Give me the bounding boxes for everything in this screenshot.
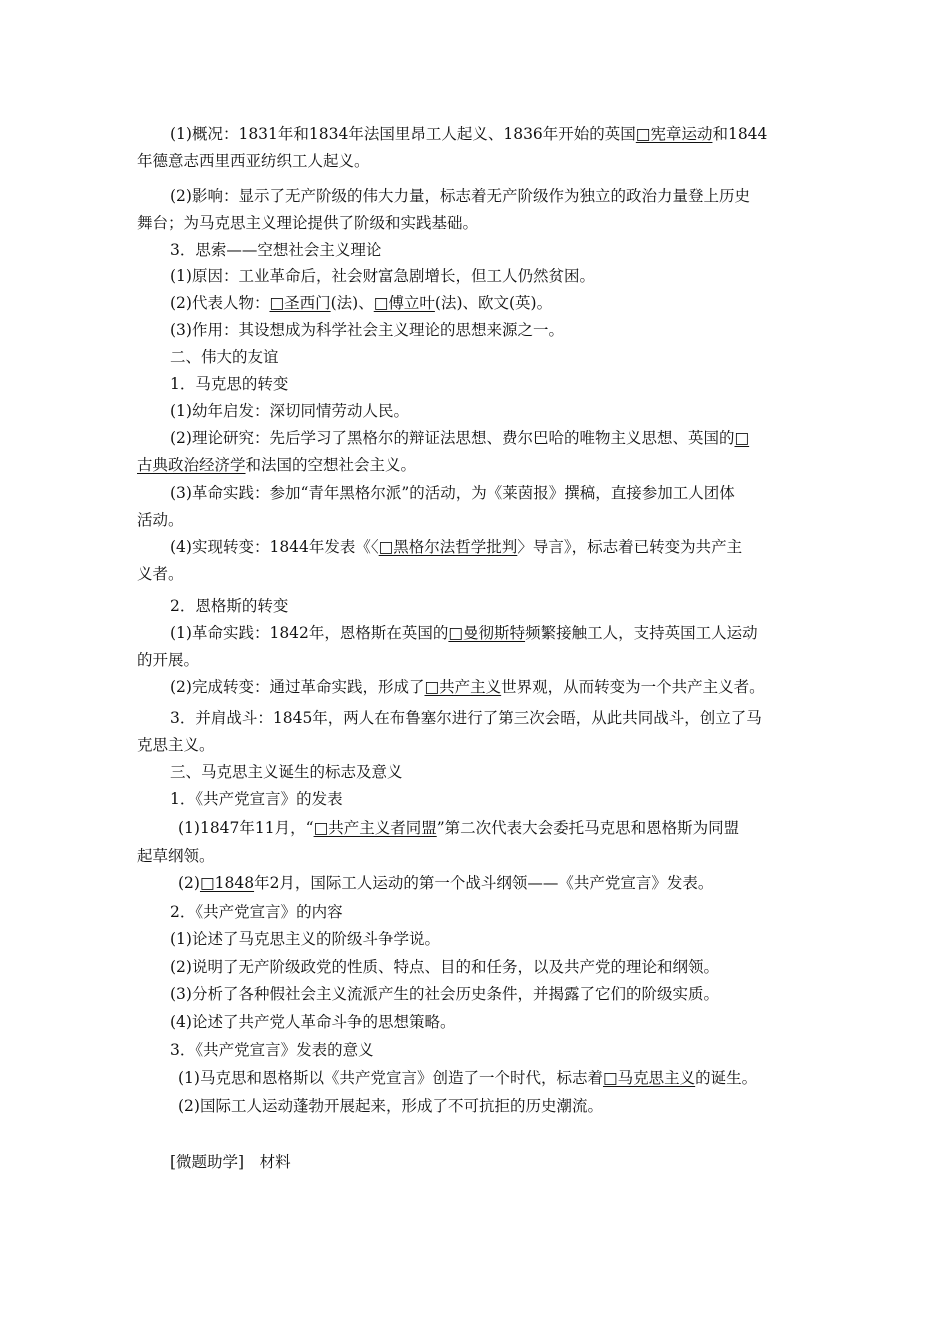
text-segment: (1)幼年启发：深切同情劳动人民。 bbox=[170, 402, 409, 420]
text-segment: 年德意志西里西亚纺织工人起义。 bbox=[137, 152, 370, 170]
text-line bbox=[170, 677, 765, 697]
text-line bbox=[170, 708, 762, 728]
text-segment: 3．思索——空想社会主义理论 bbox=[170, 241, 382, 259]
text-segment: (3)分析了各种假社会主义流派产生的社会历史条件，并揭露了它们的阶级实质。 bbox=[170, 985, 719, 1003]
text-segment: (2)完成转变：通过革命实践，形成了 bbox=[170, 678, 425, 696]
text-line bbox=[137, 151, 370, 171]
text-line bbox=[170, 186, 750, 206]
text-segment: 的诞生。 bbox=[695, 1069, 758, 1087]
text-line bbox=[170, 1040, 374, 1060]
text-segment: 起草纲领。 bbox=[137, 847, 215, 865]
text-segment: (2)影响：显示了无产阶级的伟大力量，标志着无产阶级作为独立的政治力量登上历史 bbox=[170, 187, 750, 205]
text-segment: 二、伟大的友谊 bbox=[170, 348, 279, 366]
text-line bbox=[170, 428, 749, 448]
text-line bbox=[178, 1096, 603, 1116]
underlined-answer: □宪章运动 bbox=[635, 125, 713, 143]
text-segment: 1．《共产党宣言》的发表 bbox=[170, 790, 343, 808]
text-segment: 的开展。 bbox=[137, 651, 200, 669]
underlined-answer: □傅立叶 bbox=[373, 294, 435, 312]
underlined-answer: □曼彻斯特 bbox=[448, 624, 526, 642]
underlined-answer: □共产主义者同盟 bbox=[313, 819, 437, 837]
underlined-answer: □ bbox=[734, 429, 750, 447]
text-segment: 克思主义。 bbox=[137, 736, 215, 754]
underlined-answer: □黑格尔法哲学批判 bbox=[378, 538, 518, 556]
underlined-answer: □圣西门 bbox=[269, 294, 331, 312]
text-line bbox=[170, 902, 343, 922]
text-segment: 3．《共产党宣言》发表的意义 bbox=[170, 1041, 374, 1059]
text-line bbox=[170, 1012, 455, 1032]
text-segment: (4)论述了共产党人革命斗争的思想策略。 bbox=[170, 1013, 456, 1031]
text-segment: 2．《共产党宣言》的内容 bbox=[170, 903, 343, 921]
text-segment: 1．马克思的转变 bbox=[170, 375, 289, 393]
text-segment: 世界观，从而转变为一个共产主义者。 bbox=[501, 678, 765, 696]
text-segment: 和法国的空想社会主义。 bbox=[245, 456, 417, 474]
text-line bbox=[170, 984, 719, 1004]
text-line bbox=[178, 818, 739, 838]
text-segment: (1)1847年11月，“ bbox=[178, 819, 314, 837]
text-segment: 舞台；为马克思主义理论提供了阶级和实践基础。 bbox=[137, 214, 479, 232]
text-segment: (1)论述了马克思主义的阶级斗争学说。 bbox=[170, 930, 440, 948]
underlined-answer: 古典政治经济学 bbox=[137, 456, 246, 474]
text-line bbox=[170, 266, 595, 286]
text-line bbox=[170, 401, 409, 421]
text-segment: 和1844 bbox=[712, 125, 768, 143]
text-segment: 年2月，国际工人运动的第一个战斗纲领——《共产党宣言》发表。 bbox=[254, 874, 714, 892]
text-line bbox=[170, 762, 403, 782]
text-line bbox=[178, 1068, 757, 1088]
text-segment: (2)代表人物： bbox=[170, 294, 270, 312]
underlined-answer: □1848 bbox=[199, 874, 255, 892]
text-segment: (4)实现转变：1844年发表《〈 bbox=[170, 538, 379, 556]
text-line bbox=[137, 846, 215, 866]
text-segment: (1)马克思和恩格斯以《共产党宣言》创造了一个时代，标志着 bbox=[178, 1069, 603, 1087]
text-line bbox=[170, 623, 758, 643]
text-segment: (2)说明了无产阶级政党的性质、特点、目的和任务，以及共产党的理论和纲领。 bbox=[170, 958, 719, 976]
text-line bbox=[137, 455, 416, 475]
text-line bbox=[170, 596, 288, 616]
text-line bbox=[170, 293, 552, 313]
text-segment: (2)理论研究：先后学习了黑格尔的辩证法思想、费尔巴哈的唯物主义思想、英国的 bbox=[170, 429, 735, 447]
text-line bbox=[170, 240, 381, 260]
text-line bbox=[170, 483, 735, 503]
text-segment: 〉导言》，标志着已转变为共产主 bbox=[517, 538, 743, 556]
text-line bbox=[178, 873, 713, 893]
text-segment: (1)原因：工业革命后，社会财富急剧增长，但工人仍然贫困。 bbox=[170, 267, 595, 285]
text-segment: ”第二次代表大会委托马克思和恩格斯为同盟 bbox=[436, 819, 740, 837]
text-line bbox=[170, 124, 767, 144]
text-line bbox=[170, 957, 719, 977]
text-segment: (3)作用：其设想成为科学社会主义理论的思想来源之一。 bbox=[170, 321, 564, 339]
text-segment: (2) bbox=[178, 874, 200, 892]
text-segment: 2．恩格斯的转变 bbox=[170, 597, 289, 615]
text-segment: (3)革命实践：参加“青年黑格尔派”的活动，为《莱茵报》撰稿，直接参加工人团体 bbox=[170, 484, 735, 502]
text-line bbox=[170, 320, 564, 340]
text-line bbox=[137, 735, 215, 755]
text-segment: 3．并肩战斗：1845年，两人在布鲁塞尔进行了第三次会晤，从此共同战斗，创立了马 bbox=[170, 709, 762, 727]
text-line bbox=[170, 347, 279, 367]
text-segment: (法)、欧文(英)。 bbox=[434, 294, 553, 312]
text-segment: (1)概况：1831年和1834年法国里昂工人起义、1836年开始的英国 bbox=[170, 125, 636, 143]
text-line bbox=[137, 564, 184, 584]
text-segment: 频繁接触工人，支持英国工人运动 bbox=[525, 624, 758, 642]
underlined-answer: □马克思主义 bbox=[602, 1069, 696, 1087]
text-line bbox=[170, 537, 742, 557]
text-line bbox=[170, 929, 440, 949]
text-segment: 三、马克思主义诞生的标志及意义 bbox=[170, 763, 403, 781]
text-line bbox=[137, 510, 184, 530]
underlined-answer: □共产主义 bbox=[424, 678, 502, 696]
text-line bbox=[170, 789, 343, 809]
text-segment: 义者。 bbox=[137, 565, 184, 583]
text-line bbox=[137, 650, 199, 670]
text-segment: [微题助学] 材料 bbox=[170, 1153, 291, 1171]
text-line bbox=[170, 374, 288, 394]
text-segment: (1)革命实践：1842年，恩格斯在英国的 bbox=[170, 624, 449, 642]
text-line bbox=[137, 213, 478, 233]
text-segment: (法)、 bbox=[330, 294, 374, 312]
text-segment: (2)国际工人运动蓬勃开展起来，形成了不可抗拒的历史潮流。 bbox=[178, 1097, 603, 1115]
text-segment: 活动。 bbox=[137, 511, 184, 529]
text-line bbox=[170, 1152, 291, 1172]
